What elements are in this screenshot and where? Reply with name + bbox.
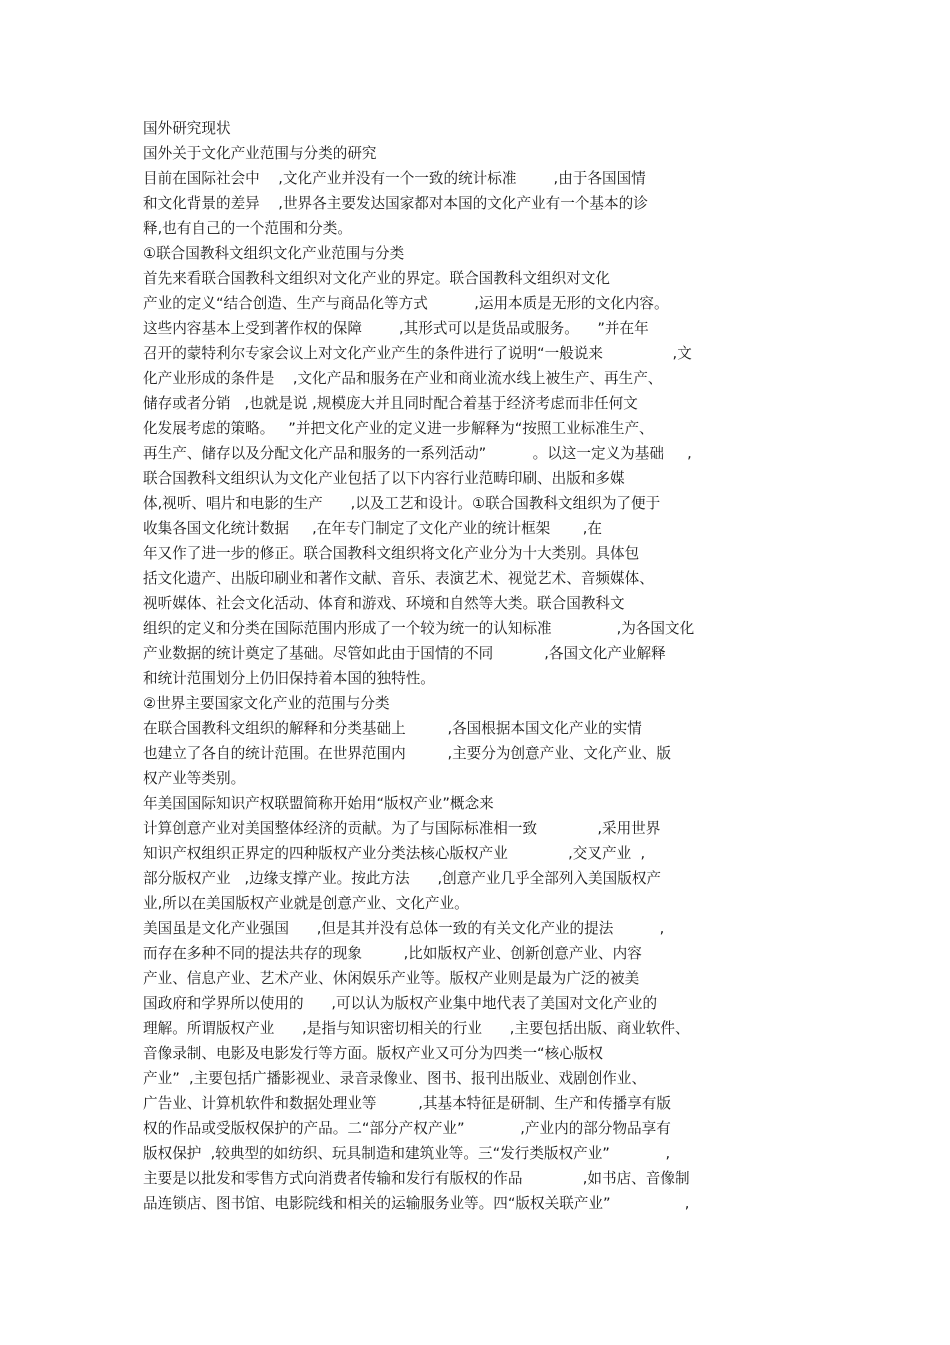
text-line: 产业、信息产业、艺术产业、休闲娱乐产业等。版权产业则是最为广泛的被美 xyxy=(143,970,640,987)
text-line: 广告业、计算机软件和数据处理业等 ,其基本特征是研制、生产和传播享有版 xyxy=(143,1095,671,1112)
text-line: 视听媒体、社会文化活动、体育和游戏、环境和自然等大类。联合国教科文 xyxy=(143,595,625,612)
text-line: 理解。所谓版权产业 ,是指与知识密切相关的行业 ,主要包括出版、商业软件、 xyxy=(143,1020,690,1037)
text-line: 首先来看联合国教科文组织对文化产业的界定。联合国教科文组织对文化 xyxy=(143,270,611,287)
text-line: 知识产权组织正界定的四种版权产业分类法核心版权产业 ,交叉产业 , xyxy=(143,845,646,862)
section-heading-major-countries: ②世界主要国家文化产业的范围与分类 xyxy=(143,695,390,712)
text-line: 也建立了各自的统计范围。在世界范围内 ,主要分为创意产业、文化产业、版 xyxy=(143,745,671,762)
text-line: 组织的定义和分类在国际范围内形成了一个较为统一的认知标准 ,为各国文化 xyxy=(143,620,695,637)
text-line: 而存在多种不同的提法共存的现象 ,比如版权产业、创新创意产业、内容 xyxy=(143,945,642,962)
text-line: 部分版权产业 ,边缘支撑产业。按此方法 ,创意产业几乎全部列入美国版权产 xyxy=(143,870,662,887)
text-line: 产业” ,主要包括广播影视业、录音录像业、图书、报刊出版业、戏剧创作业、 xyxy=(143,1070,647,1087)
text-line: 音像录制、电影及电影发行等方面。版权产业又可分为四类一“核心版权 xyxy=(143,1045,603,1062)
text-line: 再生产、储存以及分配文化产品和服务的一系列活动” 。以这一定义为基础 , xyxy=(143,445,692,462)
text-line: 年美国国际知识产权联盟简称开始用“版权产业”概念来 xyxy=(143,795,494,812)
text-line: 体,视听、唱片和电影的生产 ,以及工艺和设计。①联合国教科文组织为了便于 xyxy=(143,495,661,512)
text-line: 版权保护 ,较典型的如纺织、玩具制造和建筑业等。三“发行类版权产业” , xyxy=(143,1145,671,1162)
text-line: 和统计范围划分上仍旧保持着本国的独特性。 xyxy=(143,670,435,687)
text-line: 在联合国教科文组织的解释和分类基础上 ,各国根据本国文化产业的实情 xyxy=(143,720,642,737)
text-line: 产业的定义“结合创造、生产与商品化等方式 ,运用本质是无形的文化内容。 xyxy=(143,295,669,312)
text-line: 年又作了进一步的修正。联合国教科文组织将文化产业分为十大类别。具体包 xyxy=(143,545,640,562)
text-line: 联合国教科文组织认为文化产业包括了以下内容行业范畴印刷、出版和多媒 xyxy=(143,470,625,487)
text-line: 召开的蒙特利尔专家会议上对文化产业产生的条件进行了说明“一般说来 ,文 xyxy=(143,345,692,362)
text-line: 括文化遗产、出版印刷业和著作文献、音乐、表演艺术、视觉艺术、音频媒体、 xyxy=(143,570,654,587)
text-line: 国政府和学界所以使用的 ,可以认为版权产业集中地代表了美国对文化产业的 xyxy=(143,995,658,1012)
text-line: 储存或者分销 ,也就是说 ,规模庞大并且同时配合着基于经济考虑而非任何文 xyxy=(143,395,638,412)
text-line: 和文化背景的差异 ,世界各主要发达国家都对本国的文化产业有一个基本的诊 xyxy=(143,195,648,212)
text-line: 美国虽是文化产业强国 ,但是其并没有总体一致的有关文化产业的提法 , xyxy=(143,920,665,937)
text-line: 权产业等类别。 xyxy=(143,770,246,787)
text-line: 化产业形成的条件是 ,文化产品和服务在产业和商业流水线上被生产、再生产、 xyxy=(143,370,663,387)
heading-foreign-research-status: 国外研究现状 xyxy=(143,120,231,137)
text-line: 化发展考虑的策略。 ”并把文化产业的定义进一步解释为“按照工业标准生产、 xyxy=(143,420,654,437)
text-line: 业,所以在美国版权产业就是创意产业、文化产业。 xyxy=(143,895,469,912)
text-line: 权的作品或受版权保护的产品。二“部分产权产业” ,产业内的部分物品享有 xyxy=(143,1120,671,1137)
section-heading-unesco: ①联合国教科文组织文化产业范围与分类 xyxy=(143,245,405,262)
text-line: 计算创意产业对美国整体经济的贡献。为了与国际标准相一致 ,采用世界 xyxy=(143,820,661,837)
text-line: 这些内容基本上受到著作权的保障 ,其形式可以是货品或服务。 ”并在年 xyxy=(143,320,649,337)
text-line: 主要是以批发和零售方式向消费者传输和发行有版权的作品 ,如书店、音像制 xyxy=(143,1170,690,1187)
text-line: 释,也有自己的一个范围和分类。 xyxy=(143,220,352,237)
heading-scope-and-classification: 国外关于文化产业范围与分类的研究 xyxy=(143,145,377,162)
text-line: 目前在国际社会中 ,文化产业并没有一个一致的统计标准 ,由于各国国情 xyxy=(143,170,646,187)
text-line: 品连锁店、图书馆、电影院线和相关的运输服务业等。四“版权关联产业” , xyxy=(143,1195,690,1212)
text-line: 产业数据的统计奠定了基础。尽管如此由于国情的不同 ,各国文化产业解释 xyxy=(143,645,666,662)
text-line: 收集各国文化统计数据 ,在年专门制定了文化产业的统计框架 ,在 xyxy=(143,520,602,537)
